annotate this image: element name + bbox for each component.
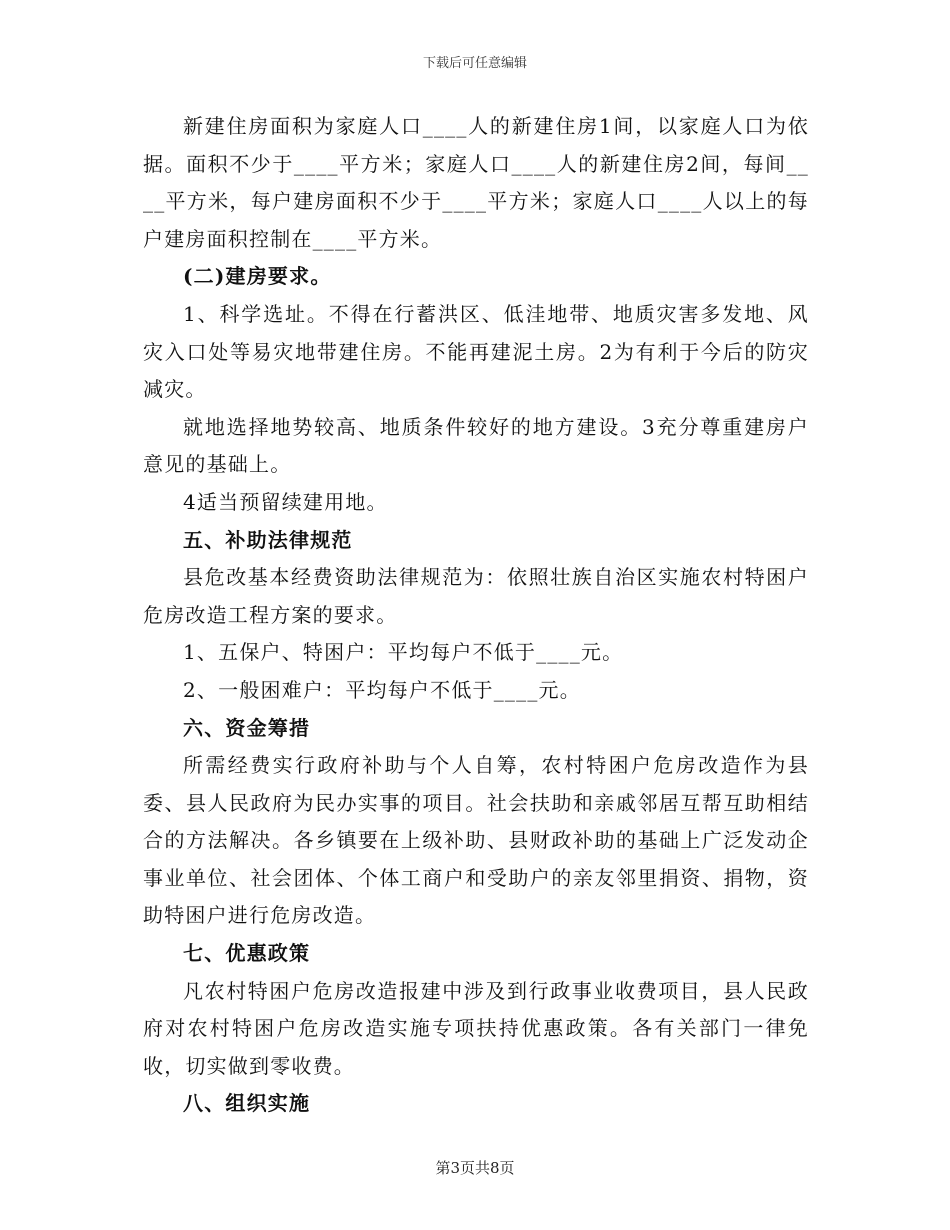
paragraph-subsidy-basis: 县危改基本经费资助法律规范为：依照壮族自治区实施农村特困户危房改造工程方案的要求。 — [143, 565, 809, 627]
paragraph-housing-area: 新建住房面积为家庭人口____人的新建住房1间，以家庭人口为依据。面积不少于____平方米；家庭人口____人的新建住房2间，每间____平方米，每户建房面积不少于____平方米；家庭人口____人以上的每户建房面积控制在____平方米。 — [143, 114, 809, 251]
section-heading-subsidy-standard: 五、补助法律规范 — [183, 527, 353, 552]
paragraph-local-site: 就地选择地势较高、地质条件较好的地方建设。3充分尊重建房户意见的基础上。 — [143, 414, 809, 477]
paragraph-preferential-policy: 凡农村特困户危房改造报建中涉及到行政事业收费项目，县人民政府对农村特困户危房改造实施专项扶持优惠政策。各有关部门一律免收，切实做到零收费。 — [143, 978, 809, 1078]
section-heading-implementation: 八、组织实施 — [183, 1091, 311, 1116]
page-header: 下载后可任意编辑 — [422, 56, 527, 71]
section-heading-preferential-policy: 七、优惠政策 — [183, 941, 311, 966]
section-heading-building-requirements: (二)建房要求。 — [183, 264, 332, 289]
paragraph-subsidy-five-guarantee: 1、五保户、特困户：平均每户不低于____元。 — [183, 640, 624, 665]
paragraph-site-selection: 1、科学选址。不得在行蓄洪区、低洼地带、地质灾害多发地、风灾入口处等易灾地带建住房。不能再建泥土房。2为有利于今后的防灾减灾。 — [143, 301, 809, 402]
page-footer: 第3页共8页 — [435, 1159, 515, 1177]
section-heading-fund-raising: 六、资金筹措 — [183, 715, 311, 740]
paragraph-reserve-land: 4适当预留续建用地。 — [183, 489, 388, 514]
document-body — [143, 108, 809, 1123]
paragraph-subsidy-general: 2、一般困难户：平均每户不低于____元。 — [183, 677, 581, 702]
paragraph-fund-raising: 所需经费实行政府补助与个人自筹，农村特困户危房改造作为县委、县人民政府为民办实事的项目。社会扶助和亲戚邻居互帮互助相结合的方法解决。各乡镇要在上级补助、县财政补助的基础上广泛发动企事业单位、社会团体、个体工商户和受助户的亲友邻里捐资、捐物，资助特困户进行危房改造。 — [143, 753, 809, 928]
